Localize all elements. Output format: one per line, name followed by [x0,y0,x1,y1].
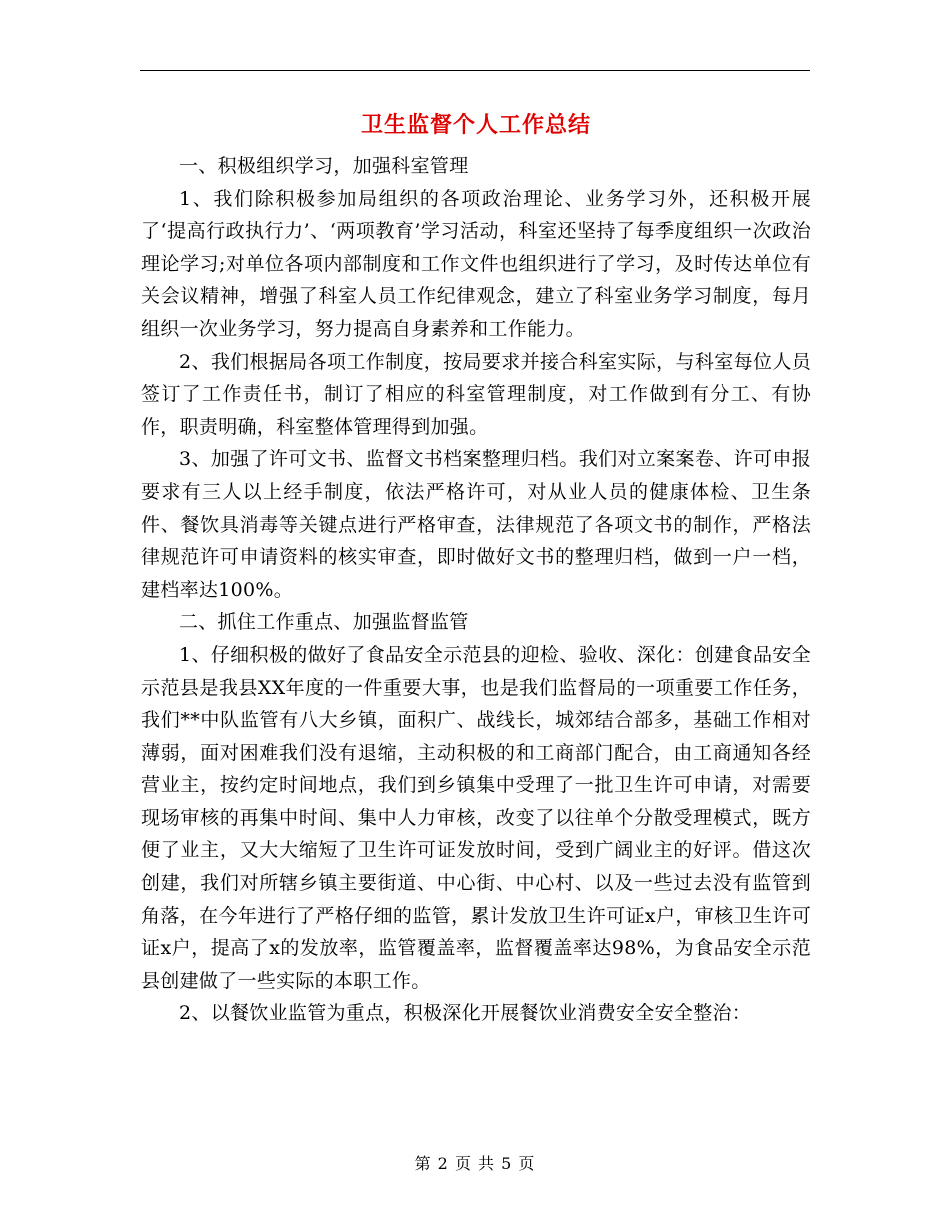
page-number-footer: 第 2 页 共 5 页 [414,1154,536,1173]
paragraph-1-1: 1、我们除积极参加局组织的各项政治理论、业务学习外，还积极开展了‘提高行政执行力’、‘两项教育’学习活动，科室还坚持了每季度组织一次政治理论学习;对单位各项内部制度和工作文件也组织进行了学习，及时传达单位有关会议精神，增强了科室人员工作纪律观念，建立了科室业务学习制度，每月组织一次业务学习，努力提高自身素养和工作能力。 [141,187,811,340]
paragraph-1-3: 3、加强了许可文书、监督文书档案整理归档。我们对立案案卷、许可申报要求有三人以上经手制度，依法严格许可，对从业人员的健康体检、卫生条件、餐饮具消毒等关键点进行严格审查，法律规范了各项文书的制作，严格法律规范许可申请资料的核实审查，即时做好文书的整理归档，做到一户一档，建档率达100%。 [141,448,811,601]
document-title: 卫生监督个人工作总结 [360,112,591,138]
paragraph-2-1: 1、仔细积极的做好了食品安全示范县的迎检、验收、深化：创建食品安全示范县是我县XX年度的一件重要大事，也是我们监督局的一项重要工作任务，我们**中队监管有八大乡镇，面积广、战线长，城郊结合部多，基础工作相对薄弱，面对困难我们没有退缩，主动积极的和工商部门配合，由工商通知各经营业主，按约定时间地点，我们到乡镇集中受理了一批卫生许可申请，对需要现场审核的再集中时间、集中人力审核，改变了以往单个分散受理模式，既方便了业主，又大大缩短了卫生许可证发放时间，受到广阔业主的好评。借这次创建，我们对所辖乡镇主要街道、中心街、中心村、以及一些过去没有监管到角落，在今年进行了严格仔细的监管，累计发放卫生许可证x户，审核卫生许可证x户，提高了x的发放率，监管覆盖率，监督覆盖率达98%，为食品安全示范县创建做了一些实际的本职工作。 [141,643,811,992]
paragraph-1-2: 2、我们根据局各项工作制度，按局要求并接合科室实际，与科室每位人员签订了工作责任书，制订了相应的科室管理制度，对工作做到有分工、有协作，职责明确，科室整体管理得到加强。 [141,350,811,438]
document-body [141,108,811,1030]
header-rule [140,70,810,71]
paragraph-2-2: 2、以餐饮业监管为重点，积极深化开展餐饮业消费安全安全整治： [179,1002,752,1025]
section-heading-1: 一、积极组织学习，加强科室管理 [179,155,469,177]
section-heading-2: 二、抓住工作重点、加强监督监管 [179,611,469,634]
